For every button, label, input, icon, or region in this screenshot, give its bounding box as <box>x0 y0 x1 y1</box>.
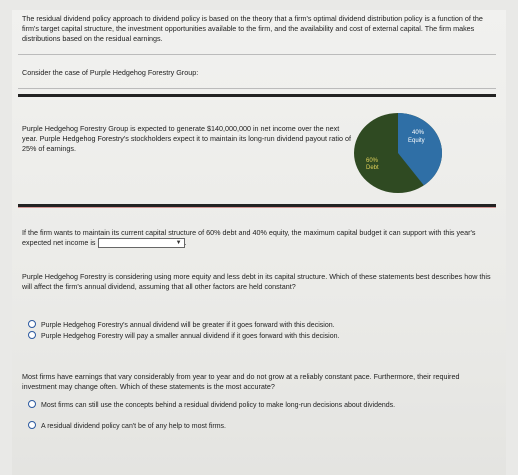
capital-structure-pie <box>348 108 448 196</box>
radio-button[interactable] <box>28 320 36 328</box>
equity-name-label: Equity <box>408 138 425 144</box>
intro-paragraph: The residual dividend policy approach to dividend policy is based on the theory that a firm's optimal dividend distribution policy is a function of the firm's target capital structure, the investment opportunities available to the firm, and the availability and cost of external capital. The firm makes distributions based on the residual earnings. <box>22 14 483 43</box>
divider <box>18 88 496 89</box>
radio-button[interactable] <box>28 331 36 339</box>
question-2-option-2[interactable] <box>28 331 488 342</box>
question-page <box>12 10 506 475</box>
question-3-option-2[interactable] <box>28 421 488 432</box>
case-paragraph: Purple Hedgehog Forestry Group is expected to generate $140,000,000 in net income over the next year. Purple Hedgehog Forestry's stockholders expect it to maintain its long-run dividend payout ratio of 25% of earnings. <box>22 124 351 153</box>
debt-percent-label: 60% <box>366 158 379 164</box>
question-2-text: Purple Hedgehog Forestry is considering using more equity and less debt in its capital structure. Which of these statements best describes how this will affect the firm's annual dividend, assuming that all other factors are held constant? <box>22 272 491 291</box>
section-rule <box>18 94 496 97</box>
debt-name-label: Debt <box>366 165 379 171</box>
option-label: Purple Hedgehog Forestry will pay a smaller annual dividend if it goes forward with this decision. <box>41 333 340 340</box>
question-1-text: If the firm wants to maintain its current capital structure of 60% debt and 40% equity, the maximum capital budget it can support with this year's expected net income is <box>22 228 476 247</box>
question-1-suffix: . <box>184 238 187 247</box>
equity-percent-label: 40% <box>412 130 425 136</box>
option-label: Purple Hedgehog Forestry's annual dividend will be greater if it goes forward with this decision. <box>41 322 335 329</box>
consider-heading: Consider the case of Purple Hedgehog Forestry Group: <box>22 68 199 77</box>
option-label: A residual dividend policy can't be of any help to most firms. <box>41 423 226 430</box>
chevron-down-icon: ▼ <box>175 240 182 247</box>
divider <box>18 54 496 55</box>
capital-budget-dropdown[interactable] <box>98 238 185 248</box>
radio-button[interactable] <box>28 421 36 429</box>
question-2-option-1[interactable] <box>28 320 488 331</box>
question-3-text: Most firms have earnings that vary considerably from year to year and do not grow at a reliably constant pace. Furthermore, their required investment may change often. Which of these statements is the most accurate? <box>22 372 460 391</box>
section-rule-shadow <box>18 207 496 208</box>
question-3-option-1[interactable] <box>28 400 488 411</box>
question-1 <box>22 228 502 248</box>
radio-button[interactable] <box>28 400 36 408</box>
option-label: Most firms can still use the concepts behind a residual dividend policy to make long-run decisions about dividends. <box>41 402 396 409</box>
